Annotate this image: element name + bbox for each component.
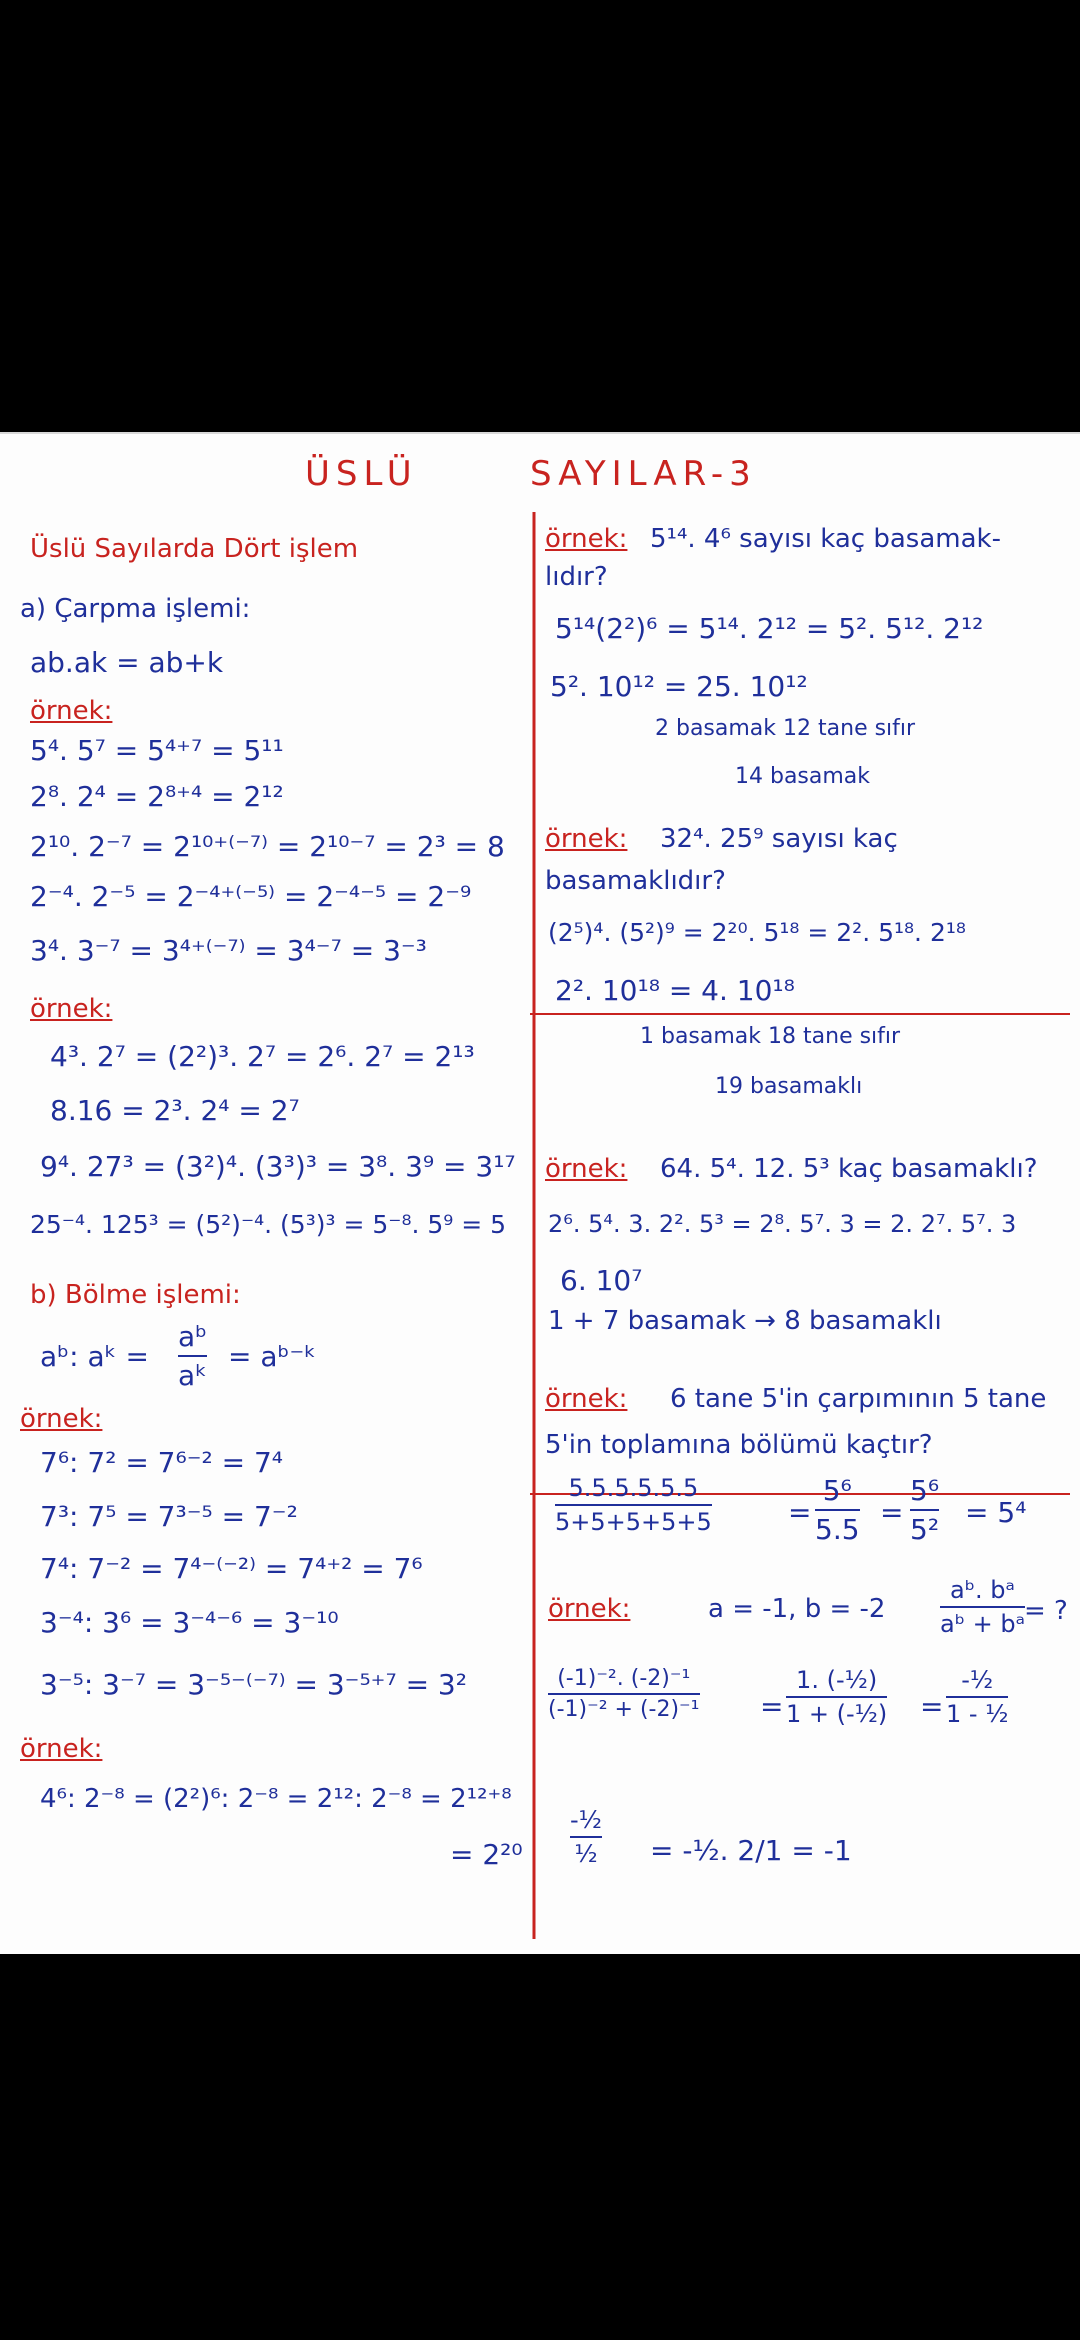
notebook-page [0, 432, 1080, 1954]
fraction [940, 1576, 1025, 1638]
equation-line: 9⁴. 27³ = (3²)⁴. (3³)³ = 3⁸. 3⁹ = 3¹⁷ [40, 1150, 516, 1183]
fraction-bar [815, 1509, 860, 1511]
fraction [910, 1474, 939, 1546]
final-result: = -½. 2/1 = -1 [650, 1834, 852, 1867]
example-label: örnek: [545, 1384, 628, 1414]
fraction-denominator: aᵏ [178, 1359, 208, 1392]
fraction [946, 1666, 1008, 1728]
equals-sign: = [788, 1496, 812, 1529]
equation-line: 6. 10⁷ [560, 1264, 643, 1297]
fraction-bar [940, 1606, 1025, 1608]
example-label: örnek: [545, 524, 628, 554]
example-label: örnek: [20, 1404, 103, 1434]
example-label: örnek: [30, 994, 113, 1024]
equation-line: = 2²⁰ [450, 1838, 523, 1871]
equation-line: 2⁶. 5⁴. 3. 2². 5³ = 2⁸. 5⁷. 3 = 2. 2⁷. 5⁷. 3 [548, 1210, 1017, 1238]
division-rule-left: aᵇ: aᵏ = [40, 1340, 149, 1373]
title-left: ÜSLÜ [305, 454, 418, 494]
division-rule-fraction [178, 1320, 207, 1392]
equation-line: 4⁶: 2⁻⁸ = (2²)⁶: 2⁻⁸ = 2¹²: 2⁻⁸ = 2¹²⁺⁸ [40, 1784, 512, 1814]
example-label: örnek: [545, 1154, 628, 1184]
question-text: 64. 5⁴. 12. 5³ kaç basamaklı? [660, 1154, 1038, 1184]
division-rule-right: = aᵇ⁻ᵏ [228, 1340, 317, 1373]
section-heading: Üslü Sayılarda Dört işlem [30, 534, 359, 564]
result-text: 19 basamaklı [715, 1074, 863, 1099]
fraction-numerator: aᵇ [178, 1320, 208, 1353]
fraction-numerator: -½ [961, 1666, 994, 1694]
equation-line: 7⁴: 7⁻² = 7⁴⁻⁽⁻²⁾ = 7⁴⁺² = 7⁶ [40, 1552, 423, 1585]
fraction-denominator: 1 + (-½) [786, 1700, 888, 1728]
fraction [815, 1474, 860, 1546]
example-label: örnek: [545, 824, 628, 854]
fraction-numerator: 5⁶ [910, 1474, 940, 1507]
equation-line: 3⁴. 3⁻⁷ = 3⁴⁺⁽⁻⁷⁾ = 3⁴⁻⁷ = 3⁻³ [30, 934, 427, 967]
fraction-denominator: (-1)⁻² + (-2)⁻¹ [548, 1697, 700, 1722]
title-right: SAYILAR-3 [530, 454, 757, 494]
example-label: örnek: [20, 1734, 103, 1764]
fraction [786, 1666, 887, 1728]
equation-line: 5². 10¹² = 25. 10¹² [550, 670, 808, 703]
equation-line: 4³. 2⁷ = (2²)³. 2⁷ = 2⁶. 2⁷ = 2¹³ [50, 1040, 475, 1073]
division-label: b) Bölme işlemi: [30, 1280, 241, 1310]
result-text: 14 basamak [735, 764, 871, 789]
fraction-numerator: -½ [570, 1806, 602, 1834]
equals-sign: = [920, 1690, 944, 1723]
example-label: örnek: [548, 1594, 631, 1624]
equation-line: 2⁻⁴. 2⁻⁵ = 2⁻⁴⁺⁽⁻⁵⁾ = 2⁻⁴⁻⁵ = 2⁻⁹ [30, 880, 472, 913]
fraction [555, 1474, 712, 1536]
question-text: lıdır? [545, 562, 608, 592]
fraction-numerator: 5.5.5.5.5.5 [568, 1474, 699, 1502]
fraction-bar [910, 1509, 939, 1511]
fraction-numerator: aᵇ. bᵃ [950, 1576, 1015, 1604]
equation-line: 7⁶: 7² = 7⁶⁻² = 7⁴ [40, 1446, 284, 1479]
fraction-denominator: 5+5+5+5+5 [555, 1508, 712, 1536]
example-label: örnek: [30, 696, 113, 726]
equals-sign: = [760, 1690, 784, 1723]
equation-line: 5¹⁴(2²)⁶ = 5¹⁴. 2¹² = 5². 5¹². 2¹² [555, 612, 984, 645]
question-text: 5¹⁴. 4⁶ sayısı kaç basamak- [650, 524, 1001, 554]
equation-line: 25⁻⁴. 125³ = (5²)⁻⁴. (5³)³ = 5⁻⁸. 5⁹ = 5 [30, 1210, 507, 1239]
question-text: 6 tane 5'in çarpımının 5 tane [670, 1384, 1047, 1414]
question-text: basamaklıdır? [545, 866, 726, 896]
equation-line: 2². 10¹⁸ = 4. 10¹⁸ [555, 974, 795, 1007]
fraction-denominator: 1 - ½ [946, 1700, 1009, 1728]
equation-line: 5⁴. 5⁷ = 5⁴⁺⁷ = 5¹¹ [30, 734, 284, 767]
question-text: a = -1, b = -2 [708, 1594, 886, 1624]
fraction-bar [946, 1696, 1008, 1698]
fraction-numerator: 1. (-½) [796, 1666, 878, 1694]
fraction-bar [570, 1836, 602, 1838]
multiplication-label: a) Çarpma işlemi: [20, 594, 251, 624]
fraction [548, 1666, 700, 1722]
result-text: = 5⁴ [965, 1496, 1027, 1529]
result-text: 1 + 7 basamak → 8 basamaklı [548, 1306, 942, 1336]
fraction-bar [548, 1693, 700, 1695]
fraction-denominator: aᵇ + bᵃ [940, 1610, 1025, 1638]
note-text: 2 basamak 12 tane sıfır [655, 716, 916, 741]
equation-line: 2⁸. 2⁴ = 2⁸⁺⁴ = 2¹² [30, 780, 284, 813]
fraction-bar [178, 1355, 207, 1357]
note-text: 1 basamak 18 tane sıfır [640, 1024, 901, 1049]
fraction-bar [786, 1696, 887, 1698]
fraction-denominator: 5² [910, 1513, 940, 1546]
fraction [570, 1806, 602, 1868]
question-mark: = ? [1024, 1596, 1068, 1626]
equation-line: 3⁻⁴: 3⁶ = 3⁻⁴⁻⁶ = 3⁻¹⁰ [40, 1606, 339, 1639]
question-text: 5'in toplamına bölümü kaçtır? [545, 1430, 933, 1460]
fraction-denominator: 5.5 [815, 1513, 860, 1546]
fraction-bar [555, 1504, 712, 1506]
fraction-numerator: 5⁶ [822, 1474, 852, 1507]
fraction-denominator: ½ [574, 1840, 598, 1868]
multiplication-rule: ab.ak = ab+k [30, 646, 224, 679]
result-value: 5⁴ [997, 1496, 1027, 1529]
equals-sign: = [880, 1496, 904, 1529]
equation-line: 8.16 = 2³. 2⁴ = 2⁷ [50, 1094, 300, 1127]
equation-line: (2⁵)⁴. (5²)⁹ = 2²⁰. 5¹⁸ = 2². 5¹⁸. 2¹⁸ [548, 918, 966, 947]
equation-line: 7³: 7⁵ = 7³⁻⁵ = 7⁻² [40, 1500, 298, 1533]
fraction-numerator: (-1)⁻². (-2)⁻¹ [557, 1666, 691, 1691]
equation-line: 2¹⁰. 2⁻⁷ = 2¹⁰⁺⁽⁻⁷⁾ = 2¹⁰⁻⁷ = 2³ = 8 [30, 830, 505, 863]
question-text: 32⁴. 25⁹ sayısı kaç [660, 824, 898, 854]
equation-line: 3⁻⁵: 3⁻⁷ = 3⁻⁵⁻⁽⁻⁷⁾ = 3⁻⁵⁺⁷ = 3² [40, 1668, 467, 1701]
